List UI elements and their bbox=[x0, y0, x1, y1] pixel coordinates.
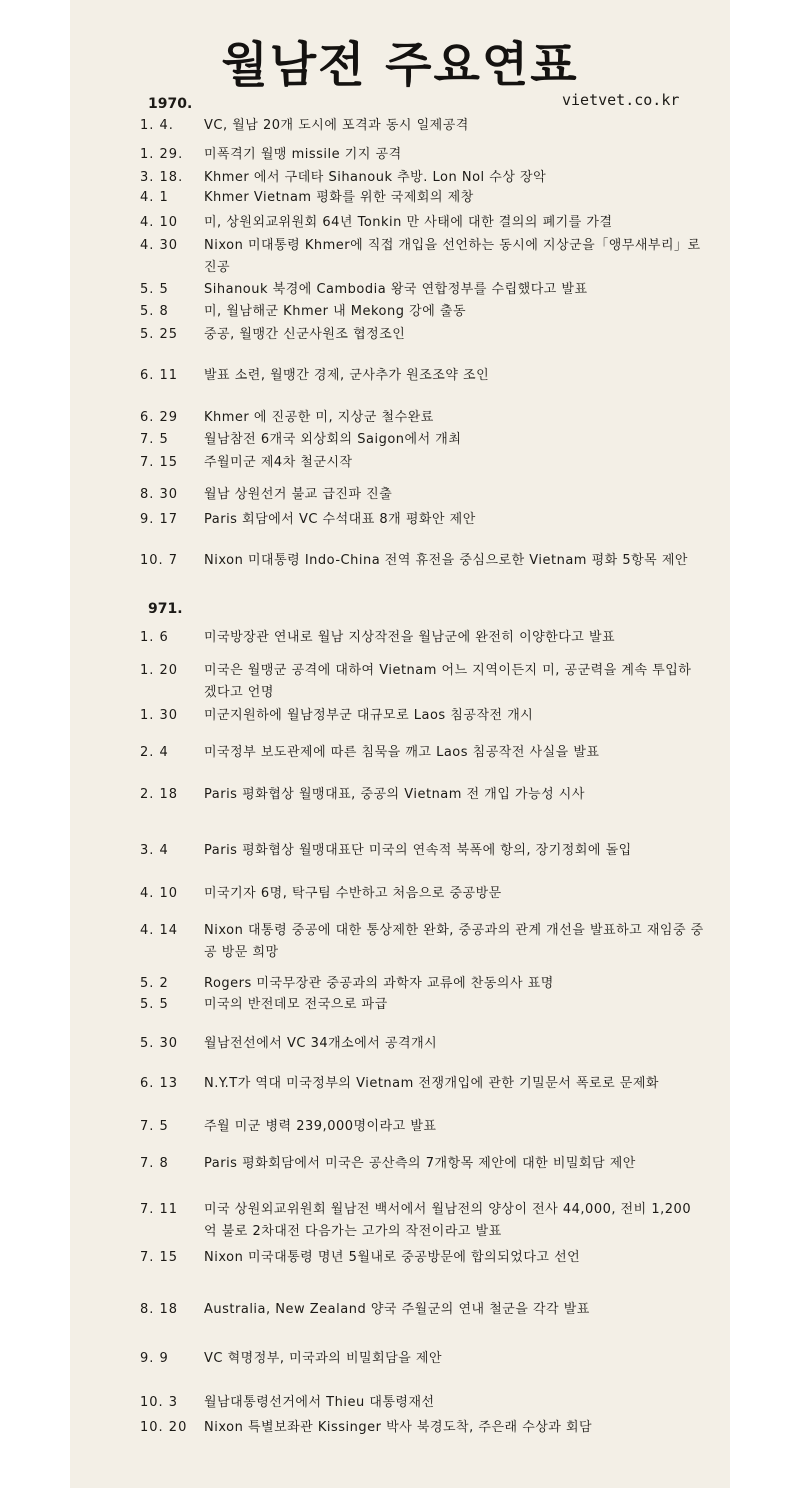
page-title: 월남전 주요연표 bbox=[221, 37, 579, 93]
entry-date: 8. 30 bbox=[140, 487, 179, 502]
entry-date: 4. 30 bbox=[140, 238, 179, 253]
entry-text: Nixon 미국대통령 명년 5월내로 중공방문에 합의되었다고 선언 bbox=[204, 1250, 581, 1265]
entry-text: 월남전선에서 VC 34개소에서 공격개시 bbox=[204, 1036, 438, 1051]
entry-date: 9. 17 bbox=[140, 512, 179, 527]
entry-date: 4. 14 bbox=[140, 923, 179, 938]
entry-text: 발표 소련, 월맹간 경제, 군사추가 원조조약 조인 bbox=[204, 368, 490, 383]
entry-date: 7. 5 bbox=[140, 432, 169, 447]
entry-date: 1. 29. bbox=[140, 147, 184, 162]
entry-date: 2. 4 bbox=[140, 745, 169, 760]
entry-date: 1. 6 bbox=[140, 630, 169, 645]
entry-date: 5. 5 bbox=[140, 997, 169, 1012]
entry-date: 9. 9 bbox=[140, 1351, 169, 1366]
entry-text: 미, 월남해군 Khmer 내 Mekong 강에 출동 bbox=[204, 304, 467, 319]
entry-text: 미국정부 보도관제에 따른 침묵을 깨고 Laos 침공작전 사실을 발표 bbox=[204, 745, 600, 760]
entry-text: 미국방장관 연내로 월남 지상작전을 월남군에 완전히 이양한다고 발표 bbox=[204, 630, 616, 645]
entry-text: Sihanouk 북경에 Cambodia 왕국 연합정부를 수립했다고 발표 bbox=[204, 282, 588, 297]
entry-text: Khmer Vietnam 평화를 위한 국제회의 제창 bbox=[204, 190, 474, 205]
entry-date: 3. 18. bbox=[140, 170, 184, 185]
entry-text: Nixon 미대통령 Khmer에 직접 개입을 선언하는 동시에 지상군을「앵무새부리」로 진공 bbox=[204, 238, 701, 275]
entry-date: 5. 2 bbox=[140, 976, 169, 991]
entry-date: 5. 5 bbox=[140, 282, 169, 297]
entry-date: 6. 29 bbox=[140, 410, 179, 425]
entry-text: 중공, 월맹간 신군사원조 협정조인 bbox=[204, 327, 406, 342]
entry-date: 4. 10 bbox=[140, 215, 179, 230]
entry-date: 3. 4 bbox=[140, 843, 169, 858]
entry-date: 10. 3 bbox=[140, 1395, 179, 1410]
entry-date: 5. 8 bbox=[140, 304, 169, 319]
entry-text: 월남 상원선거 불교 급진파 진출 bbox=[204, 487, 393, 502]
entry-text: Paris 평화협상 월맹대표, 중공의 Vietnam 전 개입 가능성 시사 bbox=[204, 787, 585, 802]
entry-date: 7. 11 bbox=[140, 1202, 179, 1217]
entry-text: 미국의 반전데모 전국으로 파급 bbox=[204, 997, 388, 1012]
entry-date: 7. 8 bbox=[140, 1156, 169, 1171]
entry-date: 1. 20 bbox=[140, 663, 179, 678]
entry-text: Paris 회담에서 VC 수석대표 8개 평화안 제안 bbox=[204, 512, 476, 527]
entry-date: 7. 15 bbox=[140, 455, 179, 470]
entry-date: 6. 11 bbox=[140, 368, 179, 383]
entry-text: 주월미군 제4차 철군시작 bbox=[204, 455, 353, 470]
entry-text: 미국 상원외교위원회 월남전 백서에서 월남전의 양상이 전사 44,000, 전비 1,200억 불로 2차대전 다음가는 고가의 작전이라고 발표 bbox=[204, 1202, 692, 1239]
entry-text: 월남참전 6개국 외상회의 Saigon에서 개최 bbox=[204, 432, 462, 447]
entry-date: 5. 30 bbox=[140, 1036, 179, 1051]
entry-text: 월남대통령선거에서 Thieu 대통령재선 bbox=[204, 1395, 435, 1410]
entry-text: Nixon 미대통령 Indo-China 전역 휴전을 중심으로한 Vietnam 평화 5항목 제안 bbox=[204, 553, 688, 568]
entry-text: 주월 미군 병력 239,000명이라고 발표 bbox=[204, 1119, 437, 1134]
entry-date: 4. 10 bbox=[140, 886, 179, 901]
entry-text: Nixon 대통령 중공에 대한 통상제한 완화, 중공과의 관계 개선을 발표하고 재임중 중공 방문 희망 bbox=[204, 923, 704, 960]
entry-text: N.Y.T가 역대 미국정부의 Vietnam 전쟁개입에 관한 기밀문서 폭로로 문제화 bbox=[204, 1076, 659, 1091]
entry-text: 미국은 월맹군 공격에 대하여 Vietnam 어느 지역이든지 미, 공군력을 계속 투입하겠다고 언명 bbox=[204, 663, 692, 700]
entry-text: Paris 평화협상 월맹대표단 미국의 연속적 북폭에 항의, 장기정회에 돌입 bbox=[204, 843, 632, 858]
entry-text: 미군지원하에 월남정부군 대규모로 Laos 침공작전 개시 bbox=[204, 708, 534, 723]
year-heading: 971. bbox=[148, 601, 183, 617]
entry-date: 7. 15 bbox=[140, 1250, 179, 1265]
entry-date: 7. 5 bbox=[140, 1119, 169, 1134]
entry-date: 10. 20 bbox=[140, 1420, 188, 1435]
year-heading: 1970. bbox=[148, 96, 193, 112]
entry-text: Australia, New Zealand 양국 주월군의 연내 철군을 각각 발표 bbox=[204, 1302, 590, 1317]
entry-text: Nixon 특별보좌관 Kissinger 박사 북경도착, 주은래 수상과 회담 bbox=[204, 1420, 593, 1435]
entry-date: 8. 18 bbox=[140, 1302, 179, 1317]
entry-text: Khmer 에서 구데타 Sihanouk 추방. Lon Nol 수상 장악 bbox=[204, 170, 547, 185]
entry-date: 6. 13 bbox=[140, 1076, 179, 1091]
entry-date: 1. 30 bbox=[140, 708, 179, 723]
entry-date: 5. 25 bbox=[140, 327, 179, 342]
entry-text: Khmer 에 진공한 미, 지상군 철수완료 bbox=[204, 410, 434, 425]
entry-text: Paris 평화회담에서 미국은 공산측의 7개항목 제안에 대한 비밀회담 제안 bbox=[204, 1156, 636, 1171]
entry-date: 4. 1 bbox=[140, 190, 169, 205]
entry-text: Rogers 미국무장관 중공과의 과학자 교류에 찬동의사 표명 bbox=[204, 976, 554, 991]
entry-date: 1. 4. bbox=[140, 118, 174, 133]
source-watermark: vietvet.co.kr bbox=[562, 91, 680, 109]
entry-text: 미폭격기 월맹 missile 기지 공격 bbox=[204, 147, 402, 162]
entry-text: 미국기자 6명, 탁구팀 수반하고 처음으로 중공방문 bbox=[204, 886, 502, 901]
entry-text: VC, 월남 20개 도시에 포격과 동시 일제공격 bbox=[204, 118, 469, 133]
entry-text: 미, 상원외교위원회 64년 Tonkin 만 사태에 대한 결의의 폐기를 가결 bbox=[204, 215, 613, 230]
entry-date: 10. 7 bbox=[140, 553, 179, 568]
entry-date: 2. 18 bbox=[140, 787, 179, 802]
entry-text: VC 혁명정부, 미국과의 비밀회담을 제안 bbox=[204, 1351, 443, 1366]
